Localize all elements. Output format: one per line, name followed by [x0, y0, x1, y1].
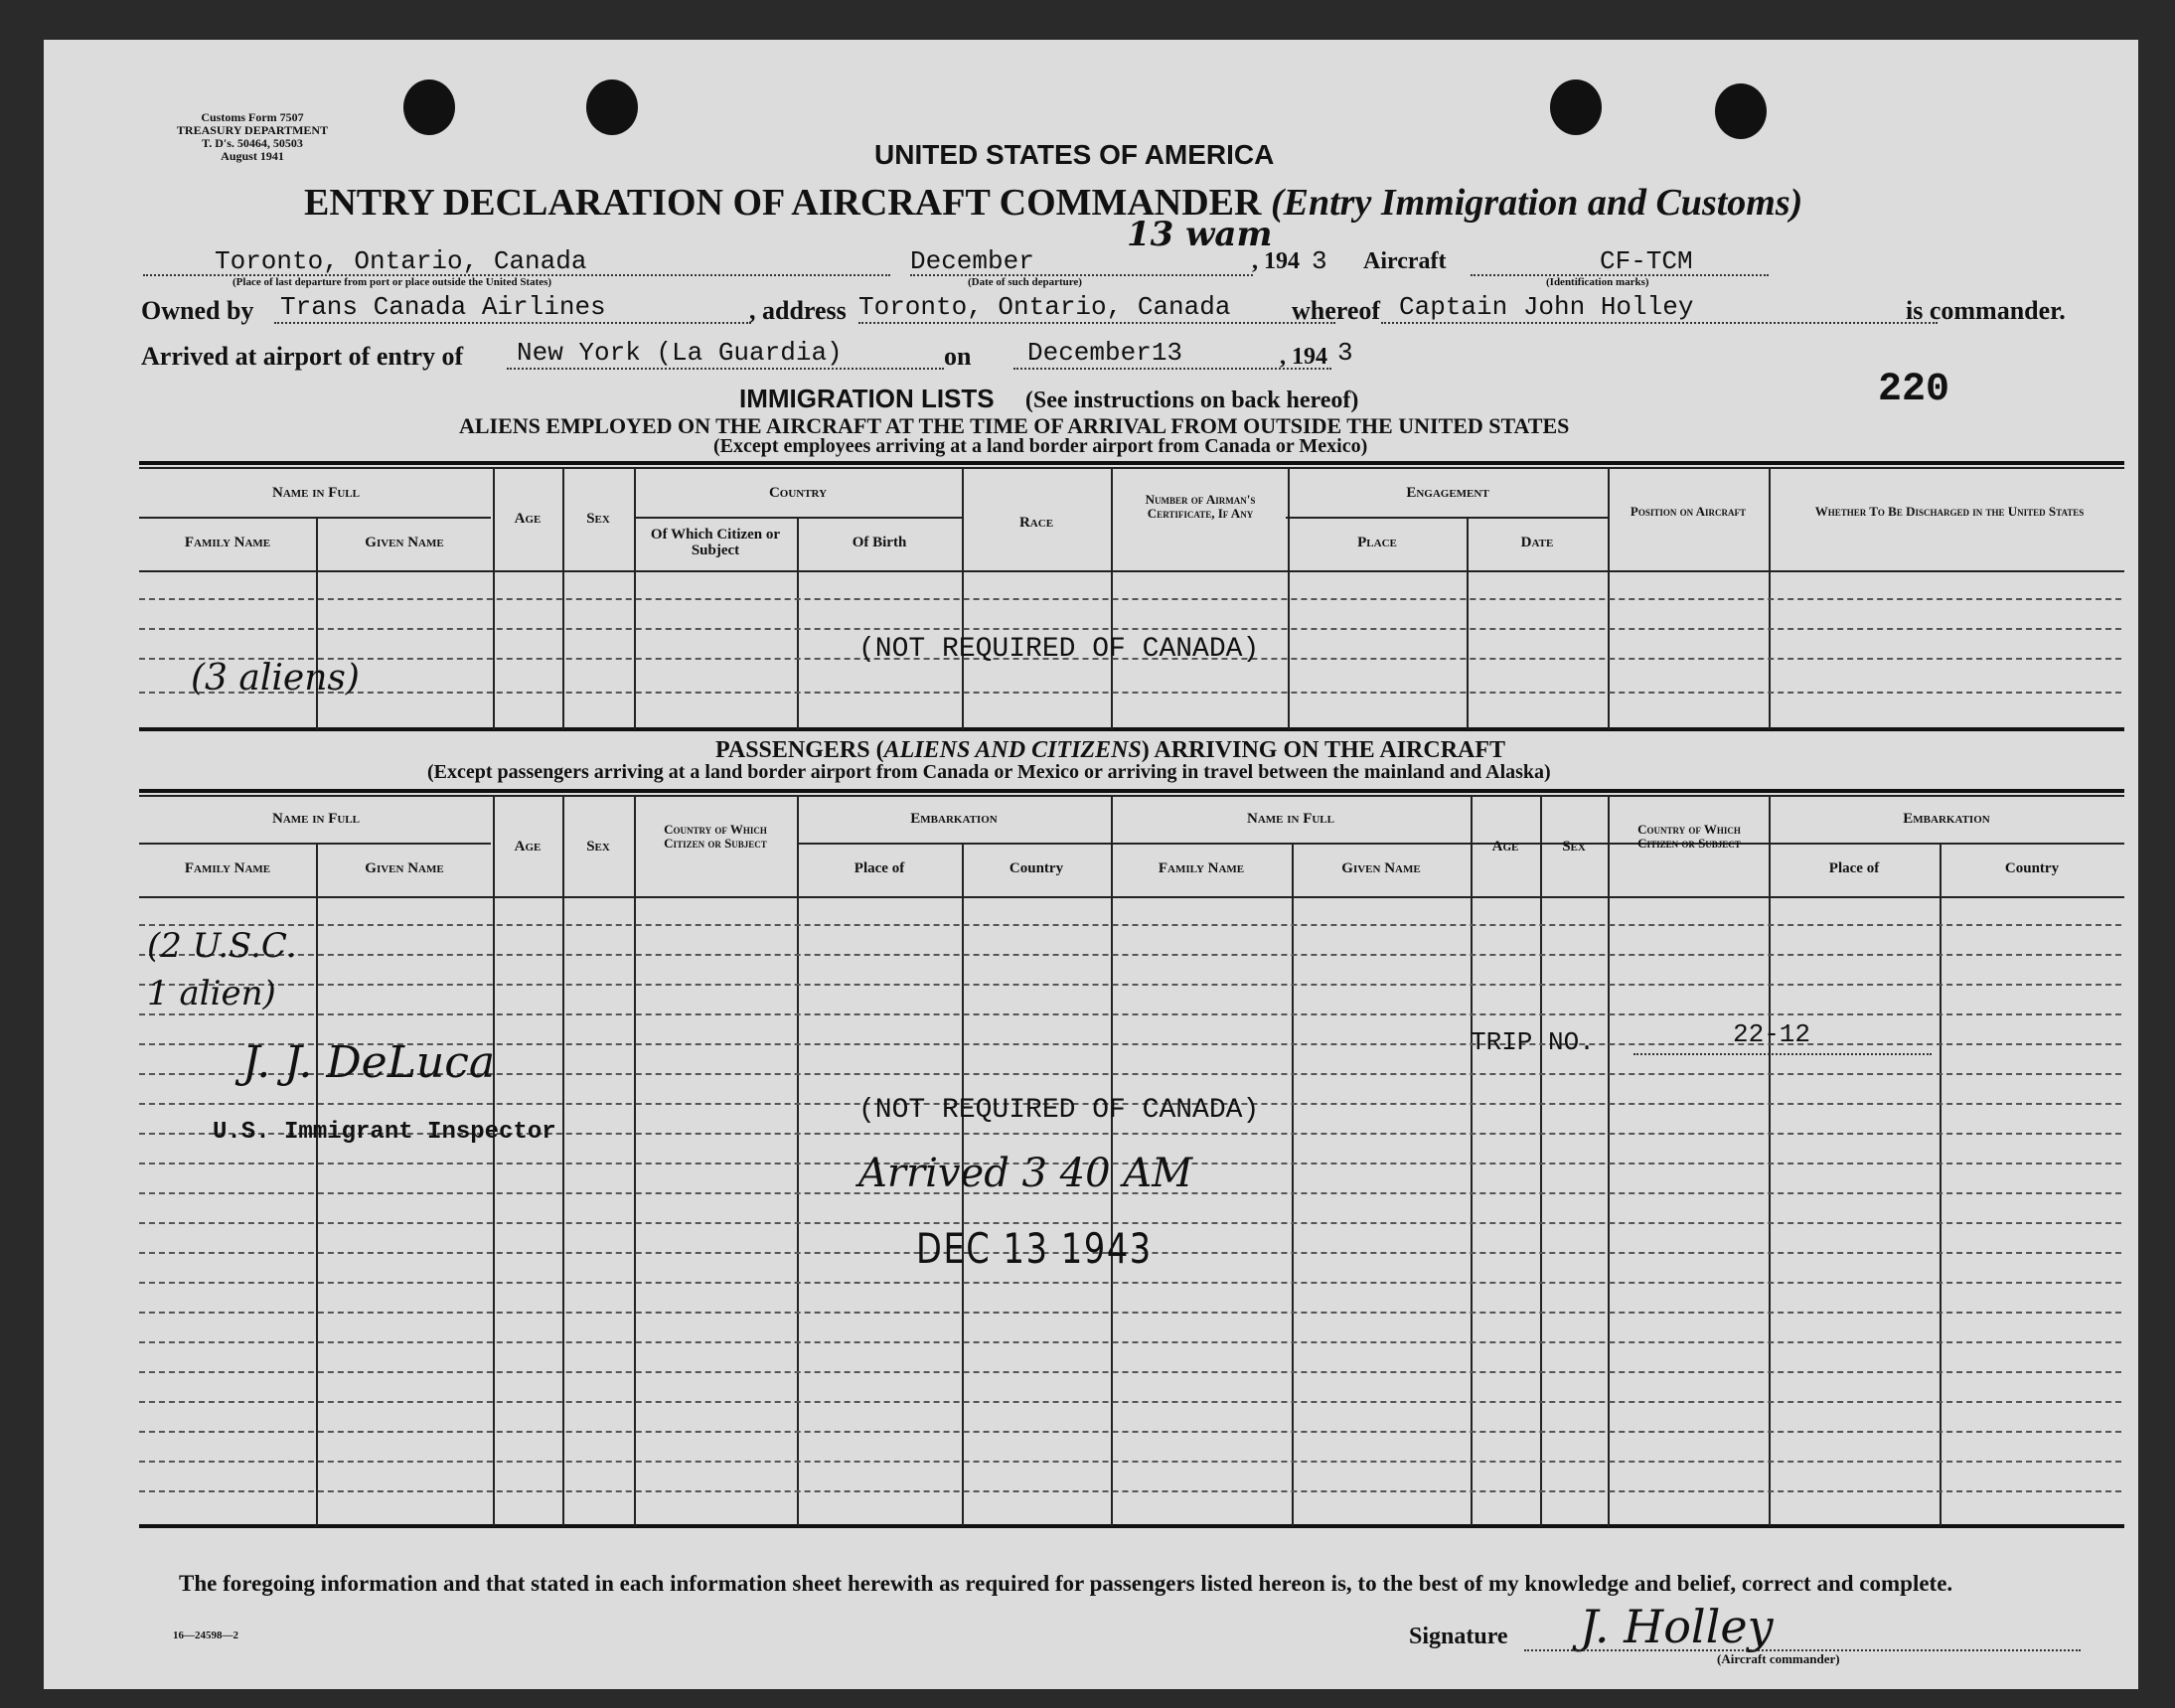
- arrival-year-digit: 3: [1337, 338, 1353, 368]
- rule: [139, 1401, 2121, 1403]
- rule: [1608, 795, 1610, 1526]
- aliens-header-country: Country: [768, 485, 828, 501]
- rule: [636, 517, 964, 519]
- commander-value: Captain John Holley: [1399, 292, 1694, 322]
- rule: [139, 1341, 2121, 1343]
- arrival-airport: New York (La Guardia): [517, 338, 843, 368]
- departure-date-handwritten: 13 wam: [1127, 215, 1273, 254]
- aliens-not-required-stamp: (NOT REQUIRED OF CANADA): [858, 634, 1260, 665]
- main-title-sub: (Entry Immigration and Customs): [1270, 182, 1803, 224]
- date-stamp: DEC 13 1943: [916, 1224, 1153, 1273]
- trip-number: 22-12: [1733, 1019, 1811, 1049]
- rule: [139, 843, 491, 845]
- rule: [139, 1312, 2121, 1314]
- pass-header-sex-left: Sex: [586, 839, 610, 854]
- rule: [139, 1282, 2121, 1284]
- aliens-header-airman: Number of Airman's Certificate, If Any: [1145, 492, 1256, 521]
- rule: [139, 461, 2124, 465]
- line: [507, 368, 944, 370]
- rule: [1540, 795, 1542, 1526]
- pass-header-given-right: Given Name: [1341, 860, 1421, 876]
- departure-place-caption: (Place of last departure from port or place outside the United States): [233, 276, 552, 288]
- pass-header-country-left: Country: [1009, 860, 1064, 876]
- footer-print-code: 16—24598—2: [173, 1630, 238, 1641]
- signature-label: Signature: [1409, 1624, 1508, 1649]
- departure-year-digit: 3: [1312, 246, 1327, 276]
- rule: [1471, 795, 1473, 1526]
- line: [858, 322, 1335, 324]
- rule: [1292, 843, 1294, 1526]
- aliens-except: (Except employees arriving at a land border airport from Canada or Mexico): [713, 435, 1368, 457]
- passengers-title: [715, 737, 1505, 764]
- punch-hole: [1715, 83, 1767, 139]
- rule: [139, 896, 2124, 898]
- aliens-header-age: Age: [514, 511, 542, 527]
- country-title: UNITED STATES OF AMERICA: [874, 139, 1275, 170]
- arrival-date: December13: [1027, 338, 1183, 368]
- pass-header-citizen-right: Country of Which Citizen or Subject: [1637, 822, 1741, 851]
- immigration-title-text: IMMIGRATION LISTS: [739, 384, 995, 413]
- line: [274, 322, 751, 324]
- passengers-hand-note-2: 1 alien): [147, 974, 276, 1013]
- pass-header-place-left: Place of: [854, 860, 905, 876]
- passengers-title-b: ALIENS AND CITIZENS: [883, 737, 1142, 763]
- whereof-label: whereof: [1292, 296, 1381, 325]
- passengers-except: (Except passengers arriving at a land border airport from Canada or Mexico or arriving in travel between the mainland and Alaska): [427, 761, 1551, 783]
- aliens-header-discharged: Whether To Be Discharged in the United States: [1814, 504, 2085, 519]
- line: [1381, 322, 1938, 324]
- rule: [139, 467, 2124, 469]
- main-title: [304, 181, 1802, 225]
- rule: [139, 1524, 2124, 1528]
- punch-hole: [403, 79, 455, 135]
- rule: [139, 1461, 2121, 1463]
- form-department: TREASURY DEPARTMENT: [176, 123, 329, 137]
- rule: [139, 1431, 2121, 1433]
- aliens-header-sex: Sex: [586, 511, 610, 527]
- form-number: Customs Form 7507: [201, 110, 304, 124]
- pass-header-embark-left: Embarkation: [910, 811, 998, 827]
- pass-header-age-left: Age: [514, 839, 542, 854]
- pass-header-family-right: Family Name: [1158, 860, 1245, 876]
- aircraft-id: CF-TCM: [1600, 246, 1693, 276]
- form-date: August 1941: [221, 149, 284, 163]
- trip-label: TRIP NO.: [1471, 1027, 1595, 1057]
- aliens-header-birth: Of Birth: [852, 535, 907, 550]
- address-label: , address: [749, 296, 847, 325]
- aliens-header-name: Name in Full: [271, 485, 360, 501]
- passengers-title-a: PASSENGERS (: [715, 737, 884, 763]
- address-value: Toronto, Ontario, Canada: [858, 292, 1231, 322]
- immigration-title: [739, 384, 1358, 414]
- aliens-header-place: Place: [1357, 535, 1397, 550]
- immigration-instructions: (See instructions on back hereof): [1024, 388, 1359, 413]
- pass-header-place-right: Place of: [1828, 860, 1880, 876]
- rule: [139, 570, 2124, 572]
- rule: [493, 795, 495, 1526]
- commander-suffix: is commander.: [1906, 296, 2066, 325]
- aliens-header-position: Position on Aircraft: [1630, 504, 1747, 519]
- footer-declaration: The foregoing information and that stated in each information sheet herewith as required for passengers listed hereon is, to the best of my knowledge and belief, correct and complete.: [179, 1571, 1953, 1596]
- rule: [139, 517, 491, 519]
- aliens-header-race: Race: [1018, 515, 1054, 531]
- aliens-header-engagement: Engagement: [1406, 485, 1489, 501]
- rule: [1769, 843, 2124, 845]
- aliens-title: ALIENS EMPLOYED ON THE AIRCRAFT AT THE TIME OF ARRIVAL FROM OUTSIDE THE UNITED STATES: [459, 413, 1570, 438]
- passengers-title-c: ) ARRIVING ON THE AIRCRAFT: [1141, 737, 1506, 763]
- rule: [139, 1371, 2121, 1373]
- arrival-year-label: , 194: [1280, 344, 1327, 370]
- commander-signature: J. Holley: [1580, 1600, 1774, 1653]
- arrival-on-label: on: [944, 342, 972, 371]
- rule: [634, 795, 636, 1526]
- pass-header-name-right: Name in Full: [1246, 811, 1334, 827]
- pass-header-country-right: Country: [2004, 860, 2060, 876]
- form-id-block: [133, 111, 372, 163]
- rule: [139, 628, 2121, 630]
- departure-place: Toronto, Ontario, Canada: [215, 246, 587, 276]
- aircraft-label: Aircraft: [1363, 248, 1447, 274]
- main-title-text: ENTRY DECLARATION OF AIRCRAFT COMMANDER: [304, 182, 1262, 224]
- rule: [139, 984, 2121, 986]
- arrived-handwritten: Arrived 3 40 AM: [858, 1151, 1193, 1196]
- rule: [139, 795, 2124, 797]
- rule: [139, 692, 2121, 694]
- aircraft-caption: (Identification marks): [1546, 276, 1649, 288]
- pass-header-sex-right: Sex: [1562, 839, 1586, 854]
- departure-year-label: , 194: [1252, 248, 1300, 274]
- rule: [797, 795, 799, 1526]
- aliens-header-family: Family Name: [184, 535, 271, 550]
- owner-value: Trans Canada Airlines: [280, 292, 606, 322]
- form-tds: T. D's. 50464, 50503: [202, 136, 303, 150]
- trip-line: [1633, 1053, 1932, 1055]
- punch-hole: [586, 79, 638, 135]
- rule: [139, 1013, 2121, 1015]
- arrival-label: Arrived at airport of entry of: [141, 342, 464, 371]
- inspector-title: U.S. Immigrant Inspector: [213, 1119, 556, 1146]
- pass-header-given-left: Given Name: [365, 860, 444, 876]
- aliens-header-date: Date: [1520, 535, 1554, 550]
- passengers-hand-note-1: (2 U.S.C.: [147, 926, 297, 966]
- signature-caption: (Aircraft commander): [1717, 1651, 1840, 1666]
- rule: [1940, 843, 1942, 1526]
- arrival-number: 220: [1878, 368, 1950, 412]
- pass-header-name-left: Name in Full: [271, 811, 360, 827]
- rule: [562, 795, 564, 1526]
- pass-header-age-right: Age: [1491, 839, 1519, 854]
- rule: [139, 924, 2121, 926]
- pass-header-citizen-left: Country of Which Citizen or Subject: [664, 822, 767, 851]
- rule: [139, 598, 2121, 600]
- document-sheet: [44, 40, 2138, 1689]
- punch-hole: [1550, 79, 1602, 135]
- rule: [139, 727, 2124, 731]
- inspector-signature: J. J. DeLuca: [242, 1037, 496, 1088]
- departure-date: December: [910, 246, 1034, 276]
- pass-header-family-left: Family Name: [184, 860, 271, 876]
- rule: [139, 1490, 2121, 1492]
- aliens-header-citizen: Of Which Citizen or Subject: [650, 527, 781, 558]
- aliens-header-given: Given Name: [365, 535, 444, 550]
- rule: [139, 789, 2124, 793]
- rule: [139, 954, 2121, 956]
- pass-header-embark-right: Embarkation: [1903, 811, 1990, 827]
- aliens-handwritten-note: (3 aliens): [191, 658, 360, 699]
- departure-date-caption: (Date of such departure): [968, 276, 1082, 288]
- rule: [1769, 795, 1771, 1526]
- rule: [1286, 517, 1610, 519]
- rule: [316, 843, 318, 1526]
- owned-label: Owned by: [141, 296, 254, 325]
- passengers-not-required-stamp: (NOT REQUIRED OF CANADA): [858, 1095, 1260, 1126]
